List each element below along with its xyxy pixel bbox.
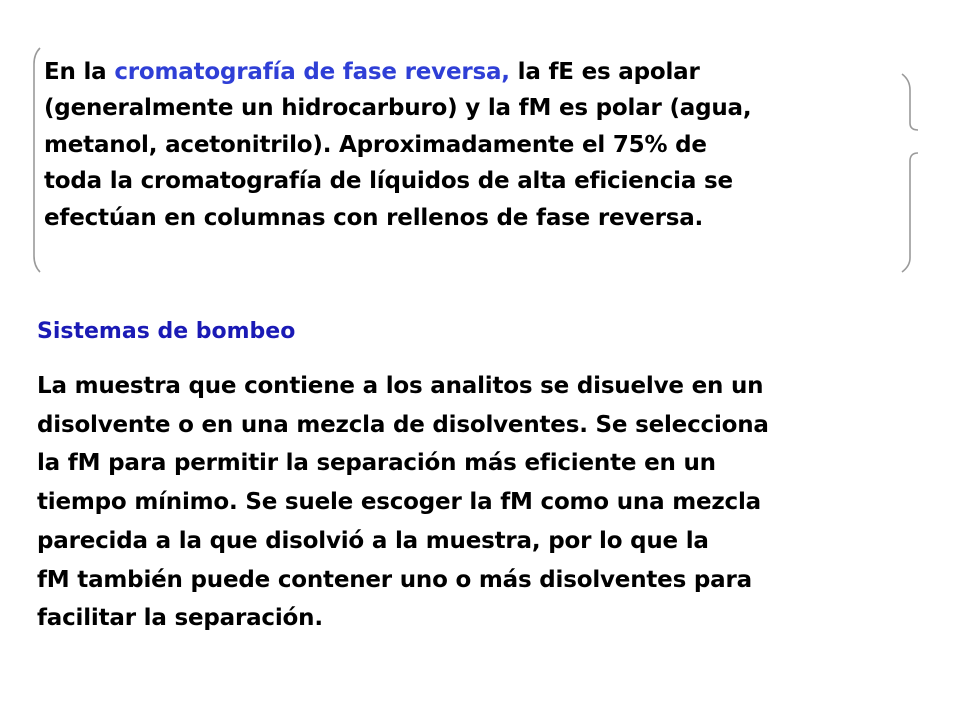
intro-highlight: cromatografía de fase reversa, bbox=[114, 59, 510, 85]
intro-paragraph bbox=[44, 54, 919, 236]
intro-text-rest: la fE es apolar (generalmente un hidrocarburo) y la fM es polar (agua, metanol, acetonitrilo). Aproximadamente el 75% de toda la cromatografía de líquidos de alta eficiencia se efectúan en columnas con rellenos de fase reversa. bbox=[44, 59, 752, 231]
section-heading: Sistemas de bombeo bbox=[37, 319, 296, 344]
intro-text-start: En la bbox=[44, 59, 115, 85]
left-bracket bbox=[34, 48, 40, 272]
section-body-paragraph: La muestra que contiene a los analitos se disuelve en un disolvente o en una mezcla de disolventes. Se selecciona la fM para permitir la separación más eficiente en un tiempo mínimo. Se suele escoger la fM como una mezcla parecida a la que disolvió a la muestra, por lo que la fM también puede contener uno o más disolventes para facilitar la separación. bbox=[37, 373, 769, 632]
